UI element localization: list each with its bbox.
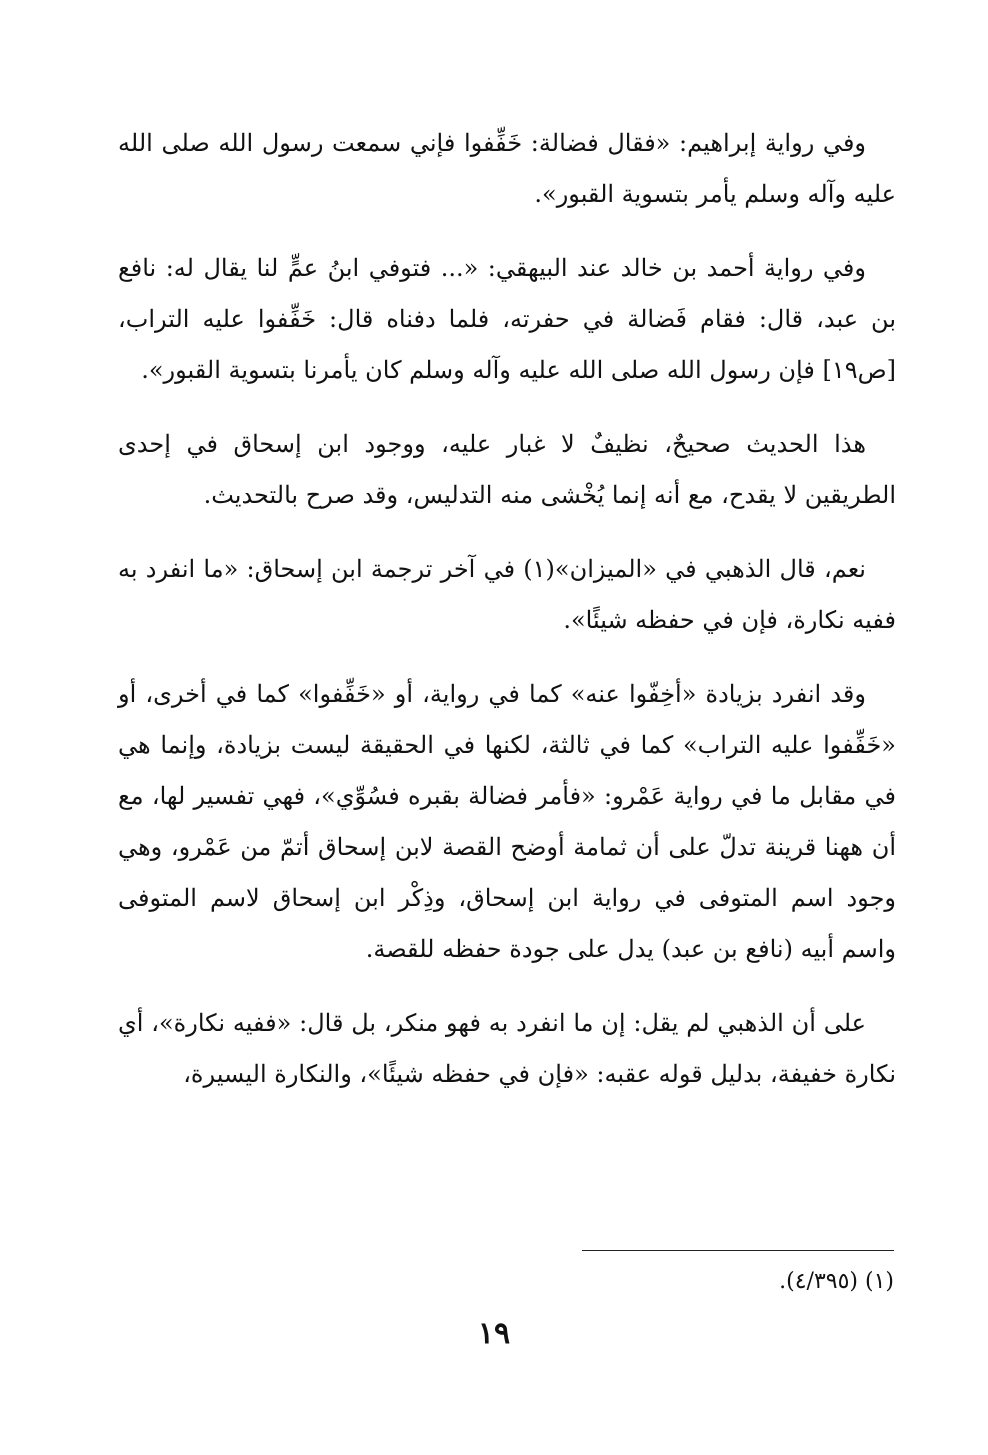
paragraph-nakara-discussion: على أن الذهبي لم يقل: إن ما انفرد به فهو منكر، بل قال: «ففيه نكارة»، أي نكارة خفيفة، بدليل قوله عقبه: «فإن في حفظه شيئًا»، والنكارة اليسيرة، [118,1009,896,1088]
footnote-divider [582,1250,894,1251]
paragraph-addition-discussion: وقد انفرد بزيادة «أخِفّوا عنه» كما في رواية، أو «خَفِّفوا» كما في أخرى، أو «خَفِّفوا عليه التراب» كما في ثالثة، لكنها في الحقيقة ليست بزيادة، وإنما هي في مقابل ما في رواية عَمْرو: «فأمر فضالة بقبره فسُوِّي»، فهي تفسير لها، مع أن ههنا قرينة تدلّ على أن ثمامة أوضح القصة لابن إسحاق أتمّ من عَمْرو، وهي وجود اسم المتوفى في رواية ابن إسحاق، وذِكْر ابن إسحاق لاسم المتوفى واسم أبيه (نافع بن عبد) يدل على جودة حفظه للقصة. [118,680,896,963]
page-body [118,118,896,1123]
footnote: (١) (٤/٣٩٥). [779,1269,894,1294]
paragraph-bayhaqi-narration: وفي رواية أحمد بن خالد عند البيهقي: «... فتوفي ابنُ عمٍّ لنا يقال له: نافع بن عبد، قال: فقام فَضالة في حفرته، فلما دفناه قال: خَفِّفوا عليه التراب، [ص١٩] فإن رسول الله صلى الله عليه وآله وسلم كان يأمرنا بتسوية القبور». [118,254,896,384]
paragraph-hadith-authenticity: هذا الحديث صحيحٌ، نظيفٌ لا غبار عليه، ووجود ابن إسحاق في إحدى الطريقين لا يقدح، مع أنه إنما يُخْشى منه التدليس، وقد صرح بالتحديث. [118,430,896,509]
page-number: ١٩ [477,1316,511,1351]
paragraph-dhahabi-mizan: نعم، قال الذهبي في «الميزان»(١) في آخر ترجمة ابن إسحاق: «ما انفرد به ففيه نكارة، فإن في حفظه شيئًا». [118,555,896,634]
paragraph-ibrahim-narration: وفي رواية إبراهيم: «فقال فضالة: خَفِّفوا فإني سمعت رسول الله صلى الله عليه وآله وسلم يأمر بتسوية القبور». [118,129,896,208]
